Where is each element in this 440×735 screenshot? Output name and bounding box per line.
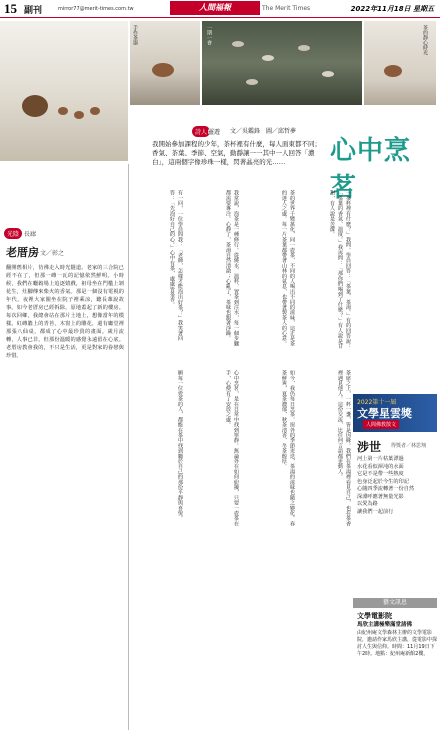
feature-title-block <box>130 108 436 203</box>
brand-logo: 人間福報 <box>170 1 260 15</box>
poem-lines <box>357 456 437 516</box>
teacup-shape <box>90 107 100 115</box>
notice-title: 文學電影院 <box>357 612 392 620</box>
tea-bowl-shape <box>152 63 174 77</box>
poem-line: 河上第一片枯葉漂過 <box>357 456 404 462</box>
award-title: 文學星雲獎 <box>357 407 412 420</box>
column-divider <box>128 164 129 730</box>
feature-column: 茶席之上，一杯一盞，皆是因緣。我們在茶湯裡看見自己，也在茶香裡遇見他人。這份交流，比任何言語都更動人。 <box>337 370 351 526</box>
notice-header: 藝文訊息 <box>353 598 437 608</box>
section-name: 副刊 <box>24 6 43 16</box>
arts-notice <box>353 598 437 728</box>
leaf-shape <box>322 71 334 77</box>
feature-column: 有一回，一位學員問我：「老師，怎樣才能泡出好茶？」我笑著回答：「先泡好自己的心。」心中有茶，處處皆茶香。 <box>169 190 183 341</box>
feature-headline: 心中烹茗 <box>330 136 412 203</box>
leaf-shape <box>262 55 274 61</box>
leaf-shape <box>232 41 244 47</box>
header-url: mirror77@merit-times.com.tw <box>58 6 134 12</box>
tag-text: 長廊 <box>24 231 37 238</box>
notice-subtitle: 馬欣主講極樂滿堂諸佛 <box>357 622 413 628</box>
poem-line: 水花看似渾沌的水面 <box>357 463 404 470</box>
teapot-shape <box>22 95 48 117</box>
feature-column: 我常說，泡茶是一種修行。從燒水、溫杯、置茶到注水，每一個步驟都需要專注。心靜了，茶湯自然清澈；心亂了，茶味也跟著浮躁。 <box>225 190 239 346</box>
award-banner <box>353 394 437 432</box>
poem-line: 以愛為路 <box>357 501 378 507</box>
photo-caption-1: 手作茶器 <box>132 25 138 45</box>
page-header <box>0 0 440 18</box>
feature-column: 一茶杯裡有什麼？」我問。學員回答：「茶葉、茶湯。」有的回答說：「茶葉的香氣、溫度。」我再問：「那你們喝到了什麼？」有人說是甘甜，有人說是苦澀。 <box>329 190 351 349</box>
poem-line: 讓我們一起前行 <box>357 508 394 515</box>
poem-line: 深淵呼應著無量光影 <box>357 493 404 500</box>
leaf-shape <box>246 79 258 85</box>
poem-line: 色身泛起於今生的印記 <box>357 478 409 485</box>
left-photo <box>0 21 128 161</box>
left-article-body: 翻開舊相片，彷彿走入時光隧道。老家的三合院已經不在了，但那一磚一瓦的記憶依然鮮明。小時候，我們在曬穀場上追逐嬉戲，祖母坐在門檻上剝花生，灶腳傳來柴火的香氣。那是一個沒有電視的年代，夜裡大家圍坐在院子裡乘涼，聽長輩說故事。如今老厝房已經拆除，原地蓋起了新的樓房。每次回鄉，我總會站在那片土地上，想像當年的模樣。紅磚牆上的青苔，木窗上的雕花，還有廳堂裡那張八仙桌，都成了心中最珍貴的畫面。歲月流轉，人事已非，但那份溫暖的感覺永遠留在心底。老厝房教會我的，不只是生活，更是對家的眷戀與珍惜。 <box>6 265 124 359</box>
teacup-shape <box>74 111 84 119</box>
feature-column: 茶的世界千變萬化，同一壺茶，不同的人喝出不同的滋味，這正是茶的迷人之處。每一片茶葉都帶著山林的氣息，也帶著製茶人的心意。 <box>281 190 295 346</box>
poem-title: 涉世 <box>357 440 382 454</box>
photo-2 <box>202 21 362 105</box>
leaf-shape <box>298 45 310 51</box>
left-article-byline: 文／彰之 <box>40 250 65 257</box>
issue-date: 2022年11月18日 星期五 <box>350 5 434 13</box>
feature-lede: 我開始參加課程的少年，茶杯裡有什麼，每人面東都不同；香氣、茶葉、季節、空氣，動靜讓一一其中一人回答「濃白」，這兩個字像珍珠一樣，閃著晶亮的光…… <box>152 140 321 166</box>
poem-line: 心隨四季流轉著一份自然 <box>357 486 415 492</box>
photo-1 <box>130 21 200 105</box>
feature-body <box>130 190 352 730</box>
poem-line: 它是不是帶一些熱度 <box>357 471 404 477</box>
tag-badge: 光陰 <box>4 228 22 239</box>
photo-row <box>130 21 436 105</box>
feature-byline: 文／吳鑑鋒 圖／邱哲夢 <box>230 128 297 135</box>
feature-kicker-2: 靈遊 <box>208 126 220 137</box>
photo-3 <box>364 21 436 105</box>
left-article-title: 老厝房 <box>6 246 39 259</box>
award-sub: 人間佛教散文 <box>363 420 399 429</box>
page-number: 15 <box>4 1 17 16</box>
award-box <box>353 394 437 594</box>
feature-column: 心中烹茗，是在日常中找到寧靜。無論外在如何紛擾，只要一壺茶在手，心便有了安放之處。 <box>225 370 239 526</box>
left-article <box>0 164 128 724</box>
poem-byline: 得獎者／林思翔 <box>391 443 427 449</box>
notice-body: 由紀州庵文學森林主辦的文學電影院，邀請作家馬欣主講，從電影中探討人生與信仰。時間：11月19日下午2時。地點：紀州庵新館2樓。 <box>357 630 438 657</box>
feature-column: 如今，我仍每日烹茶。窗外的季節更迭，茶湯的滋味也隨之變化。春茶鮮爽，夏茶濃郁，秋茶清香，冬茶醇厚。 <box>281 370 295 526</box>
teacup-shape <box>58 107 68 115</box>
award-pre: 2022第十一屆 <box>357 399 397 406</box>
photo-caption-2: 一期一會 <box>206 25 212 45</box>
teacup-shape <box>384 65 402 77</box>
brand-english: The Merit Times <box>262 5 311 12</box>
photo-caption-3: 茶的靜心時光 <box>422 25 428 55</box>
column-tag <box>4 228 36 239</box>
feature-column: 願每一位愛茶的人，都能在茶中找到屬於自己的那份平靜與喜悅。 <box>177 370 183 521</box>
feature-kicker: 詩人 <box>192 126 210 137</box>
